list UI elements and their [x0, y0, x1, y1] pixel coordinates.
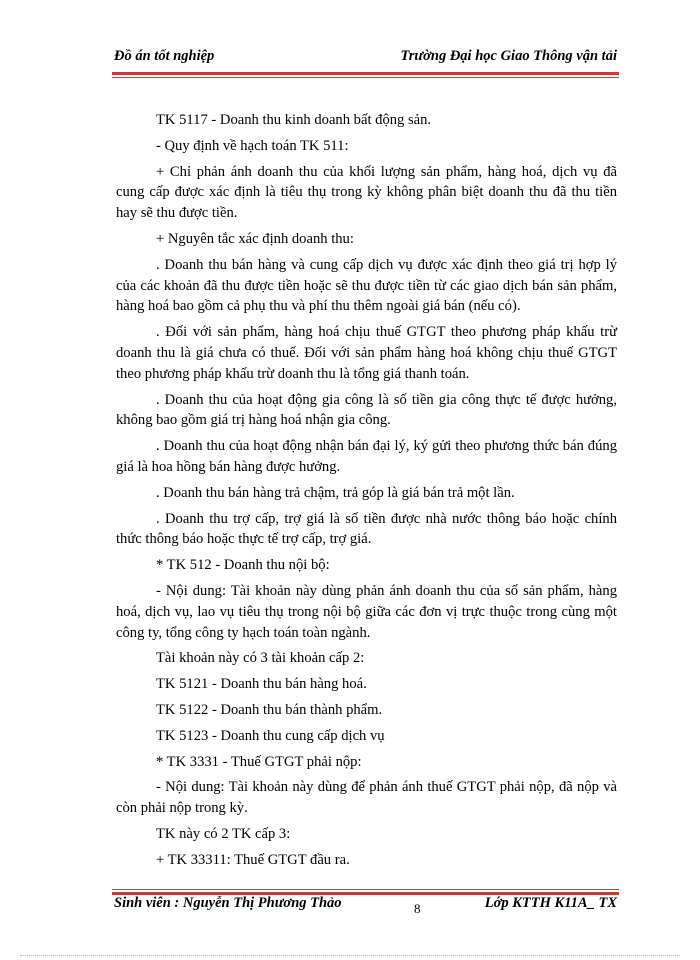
paragraph: . Doanh thu bán hàng trả chậm, trả góp là giá bán trả một lần. [156, 484, 515, 501]
paragraph: + Nguyên tắc xác định doanh thu: [156, 230, 354, 247]
paragraph: + Chỉ phản ánh doanh thu của khối lượng sản phẩm, hàng hoá, dịch vụ đã cung cấp được xác định là tiêu thụ trong kỳ không phân biệt doanh thu đã thu tiền hay sẽ thu được tiền. [116, 163, 617, 222]
document-body [116, 110, 617, 876]
paragraph: . Doanh thu của hoạt động nhận bán đại lý, ký gửi theo phương thức bán đúng giá là hoa hồng bán hàng được hưởng. [116, 438, 617, 475]
footer-student-name: Sinh viên : Nguyễn Thị Phương Thảo [114, 895, 342, 911]
paragraph: TK 5122 - Doanh thu bán thành phẩm. [156, 701, 383, 718]
paragraph: - Nội dung: Tài khoản này dùng phản ánh doanh thu của số sản phẩm, hàng hoá, dịch vụ, lao vụ tiêu thụ trong nội bộ giữa các đơn vị trực thuộc trong cùng một công ty, tổng công ty hạch toán toàn ngành. [116, 582, 617, 641]
paragraph: TK 5117 - Doanh thu kinh doanh bất động sản. [156, 112, 432, 128]
paragraph: - Nội dung: Tài khoản này dùng để phản ánh thuế GTGT phải nộp, đã nộp và còn phải nộp trong kỳ. [116, 779, 617, 817]
paragraph: . Đối với sản phẩm, hàng hoá chịu thuế GTGT theo phương pháp khấu trừ doanh thu là giá chưa có thuế. Đối với sản phẩm hàng hoá không chịu thuế GTGT theo phương pháp khấu trừ doanh thu là tổng giá thanh toán. [116, 324, 617, 382]
page-break-line [20, 955, 680, 956]
paragraph: * TK 512 - Doanh thu nội bộ: [156, 557, 330, 574]
paragraph: TK 5123 - Doanh thu cung cấp dịch vụ [156, 727, 385, 744]
paragraph: + TK 33311: Thuế GTGT đầu ra. [156, 851, 350, 868]
footer-class: Lớp KTTH K11A_ TX [484, 895, 617, 911]
header-university: Trường Đại học Giao Thông vận tải [400, 48, 617, 64]
paragraph: . Doanh thu của hoạt động gia công là số tiền gia công thực tế được hưởng, không bao gồm giá trị hàng hoá nhận gia công. [116, 391, 617, 429]
paragraph: TK 5121 - Doanh thu bán hàng hoá. [156, 676, 367, 693]
header-thesis-title: Đồ án tốt nghiệp [114, 48, 215, 64]
paragraph: TK này có 2 TK cấp 3: [156, 825, 291, 842]
paragraph: . Doanh thu trợ cấp, trợ giá là số tiền được nhà nước thông báo hoặc chính thức thông báo hoặc thực tế trợ cấp, trợ giá. [116, 510, 617, 548]
page-number: 8 [414, 901, 421, 916]
paragraph: Tài khoản này có 3 tài khoản cấp 2: [156, 650, 365, 667]
footer-rule-thin [112, 889, 619, 890]
paragraph: . Doanh thu bán hàng và cung cấp dịch vụ được xác định theo giá trị hợp lý của các khoản đã thu được tiền hoặc sẽ thu được tiền từ các giao dịch bán sản phẩm, hàng hoá bao gồm cả phụ thu và phí thu thêm ngoài giá bán (nếu có). [116, 256, 617, 315]
paragraph: * TK 3331 - Thuế GTGT phải nộp: [156, 753, 362, 770]
header-rule-thin [112, 77, 619, 78]
header-rule [112, 72, 619, 75]
paragraph: - Quy định về hạch toán TK 511: [156, 137, 349, 154]
page-footer [114, 895, 617, 917]
page-header [114, 48, 617, 70]
